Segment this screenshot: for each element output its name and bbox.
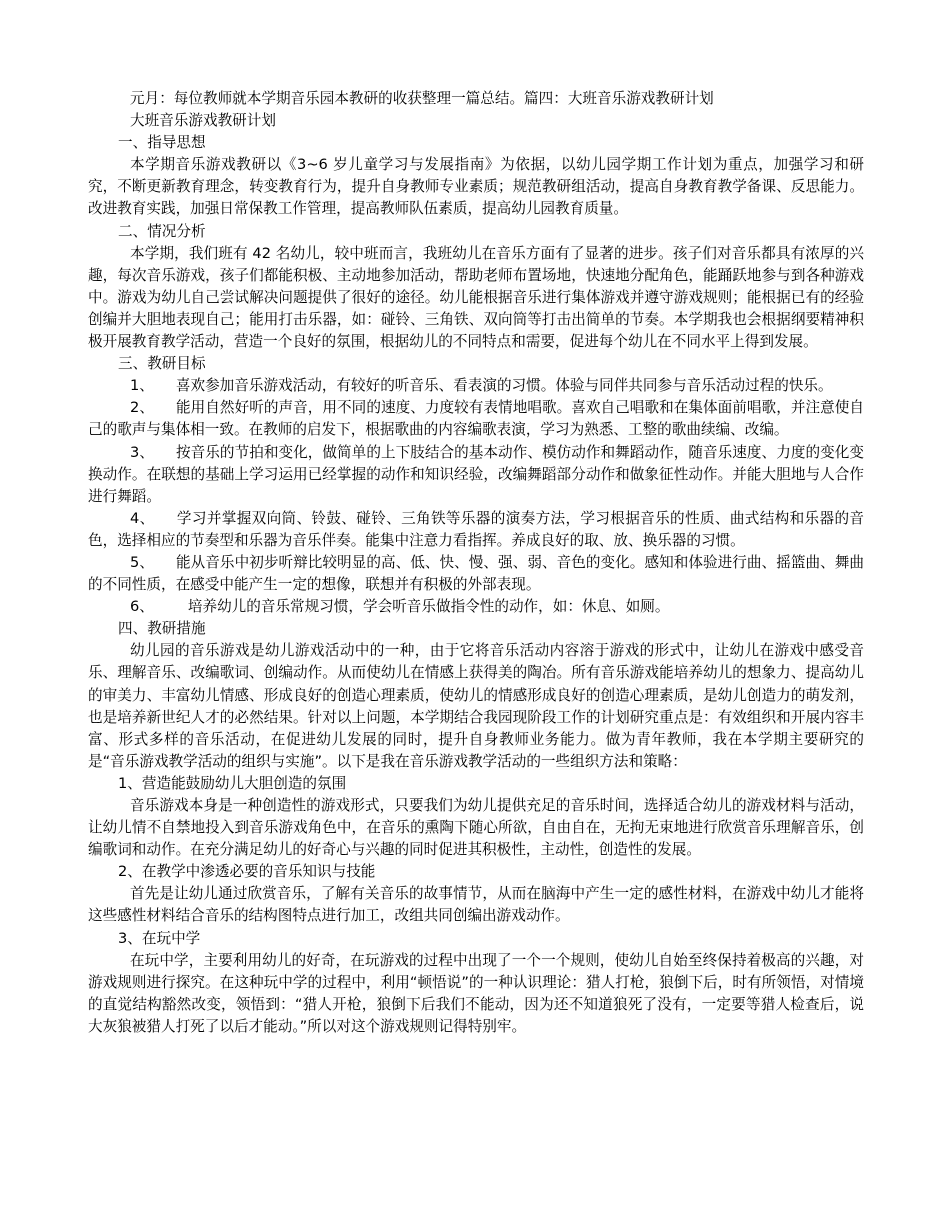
paragraph-research-measures: 幼儿园的音乐游戏是幼儿游戏活动中的一种，由于它将音乐活动内容溶于游戏的形式中，让幼儿在游戏中感受音乐、理解音乐、改编歌词、创编动作。从而使幼儿在情感上获得美的陶冶。所有音乐游戏能培养幼儿的想象力、提高幼儿的审美力、丰富幼儿情感、形成良好的创造心理素质，使幼儿的情感形成良好的创造心理素质，是幼儿创造力的萌发剂，也是培养新世纪人才的必然结果。针对以上问题，本学期结合我园现阶段工作的计划研究重点是：有效组织和开展内容丰富、形式多样的音乐活动，在促进幼儿发展的同时，提升自身教师业务能力。做为青年教师，我在本学期主要研究的是“音乐游戏教学活动的组织与实施”。以下是我在音乐游戏教学活动的一些组织方法和策略： [88, 642, 864, 770]
paragraph-music-knowledge: 首先是让幼儿通过欣赏音乐，了解有关音乐的故事情节，从而在脑海中产生一定的感性材料，在游戏中幼儿才能将这些感性材料结合音乐的结构图特点进行加工，改组共同创编出游戏动作。 [88, 885, 864, 925]
goal-item [88, 375, 864, 397]
goal-item [88, 596, 864, 618]
goal-item [88, 552, 864, 596]
document-page [88, 88, 864, 1038]
measure-heading-music-knowledge: 2、在教学中渗透必要的音乐知识与技能 [118, 863, 376, 881]
goal-item [88, 442, 864, 508]
goal-number: 4、 [130, 509, 155, 527]
goal-text: 按音乐的节拍和变化，做简单的上下肢结合的基本动作、模仿动作和舞蹈动作，随音乐速度、力度的变化变换动作。在联想的基础上学习运用已经掌握的动作和知识经验，改编舞蹈部分动作和做象征性动作。并能大胆地与人合作进行舞蹈。 [88, 443, 864, 505]
section-heading-situation-analysis: 二、情况分析 [118, 222, 206, 240]
goal-number: 2、 [130, 399, 154, 417]
goal-number: 3、 [130, 443, 154, 461]
section-heading-research-measures: 四、教研措施 [118, 620, 206, 638]
goal-text: 能从音乐中初步听辩比较明显的高、低、快、慢、强、弱、音色的变化。感知和体验进行曲、摇篮曲、舞曲的不同性质，在感受中能产生一定的想像，联想并有积极的外部表现。 [88, 553, 864, 594]
paragraph-learn-through-play: 在玩中学，主要利用幼儿的好奇，在玩游戏的过程中出现了一个一个规则，使幼儿自始至终保持着极高的兴趣，对游戏规则进行探究。在这种玩中学的过程中，利用“顿悟说”的一种认识理论：猎人打枪，狼倒下后，时有所领悟，对情境的直觉结构豁然改变，领悟到：“猎人开枪，狼倒下后我们不能动，因为还不知道狼死了没有，一定要等猎人检查后，说大灰狼被猎人打死了以后才能动。”所以对这个游戏规则记得特别牢。 [88, 951, 864, 1035]
paragraph-creative-atmosphere: 音乐游戏本身是一种创造性的游戏形式，只要我们为幼儿提供充足的音乐时间，选择适合幼儿的游戏材料与活动，让幼儿情不自禁地投入到音乐游戏角色中，在音乐的熏陶下随心所欲，自由自在，无拘无束地进行欣赏音乐理解音乐，创编歌词和动作。在充分满足幼儿的好奇心与兴趣的同时促进其积极性，主动性，创造性的发展。 [88, 797, 864, 859]
goal-text: 能用自然好听的声音，用不同的速度、力度较有表情地唱歌。喜欢自己唱歌和在集体面前唱歌，并注意使自己的歌声与集体相一致。在教师的启发下，根据歌曲的内容编歌表演，学习为熟悉、工整的歌曲续编、改编。 [88, 399, 864, 439]
goal-text: 学习并掌握双向筒、铃鼓、碰铃、三角铁等乐器的演奏方法，学习根据音乐的性质、曲式结构和乐器的音色，选择相应的节奏型和乐器为音乐伴奏。能集中注意力看指挥。养成良好的取、放、换乐器的习惯。 [88, 509, 864, 549]
goal-text: 喜欢参加音乐游戏活动，有较好的听音乐、看表演的习惯。体验与同伴共同参与音乐活动过程的快乐。 [175, 377, 833, 395]
goal-number: 5、 [130, 553, 154, 571]
measure-heading-creative-atmosphere: 1、营造能鼓励幼儿大胆创造的氛围 [118, 774, 347, 792]
intro-line: 元月：每位教师就本学期音乐园本教研的收获整理一篇总结。篇四：大班音乐游戏教研计划 [130, 90, 714, 107]
section-heading-guiding-thought: 一、指导思想 [118, 134, 206, 152]
measure-heading-learn-through-play: 3、在玩中学 [118, 929, 201, 947]
goal-item [88, 508, 864, 552]
goal-number: 1、 [130, 377, 154, 395]
paragraph-guiding-thought: 本学期音乐游戏教研以《3~6 岁儿童学习与发展指南》为依据，以幼儿园学期工作计划为重点，加强学习和研究，不断更新教育理念，转变教育行为，提升自身教师专业素质；规范教研组活动，提高自身教育教学备课、反思能力。改进教育实践，加强日常保教工作管理，提高教师队伍素质，提高幼儿园教育质量。 [88, 156, 864, 218]
paragraph-situation-analysis: 本学期，我们班有 42 名幼儿，较中班而言，我班幼儿在音乐方面有了显著的进步。孩子们对音乐都具有浓厚的兴趣，每次音乐游戏，孩子们都能积极、主动地参加活动，帮助老师布置场地，快速地分配角色，能踊跃地参与到各种游戏中。游戏为幼儿自己尝试解决问题提供了很好的途径。幼儿能根据音乐进行集体游戏并遵守游戏规则；能根据已有的经验创编并大胆地表现自己；能用打击乐器，如：碰铃、三角铁、双向筒等打击出简单的节奏。本学期我也会根据纲要精神积极开展教育教学活动，营造一个良好的氛围，根据幼儿的不同特点和需要，促进每个幼儿在不同水平上得到发展。 [88, 244, 864, 351]
document-title: 大班音乐游戏教研计划 [130, 112, 276, 130]
goal-item [88, 397, 864, 441]
section-heading-research-goals: 三、教研目标 [118, 355, 206, 373]
goal-text: 培养幼儿的音乐常规习惯，学会听音乐做指令性的动作，如：休息、如厕。 [187, 598, 670, 616]
goal-number: 6、 [130, 598, 154, 616]
